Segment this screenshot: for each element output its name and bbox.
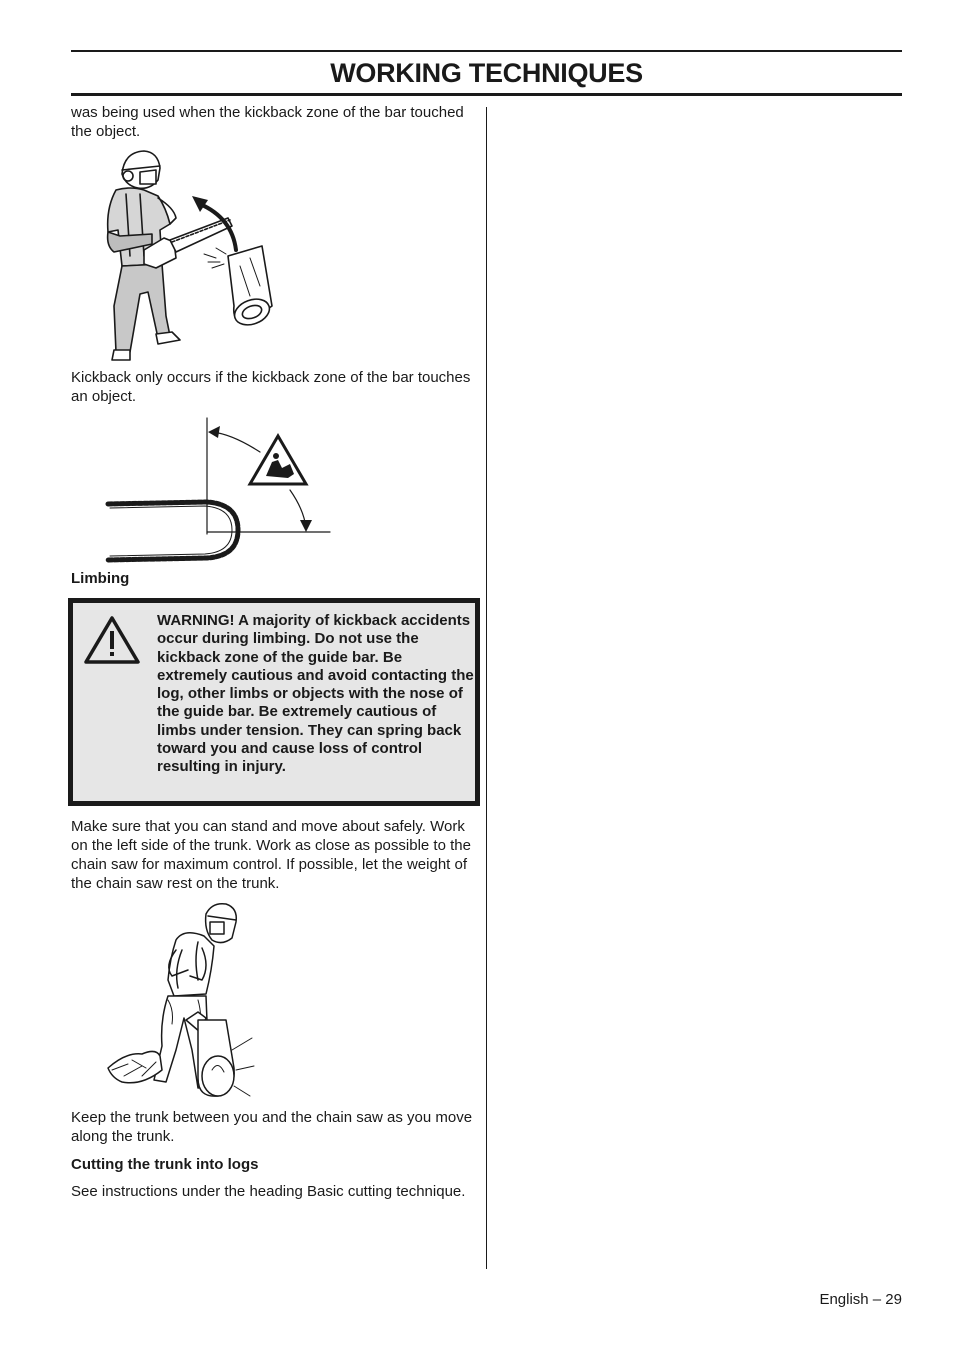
cutting-paragraph: See instructions under the heading Basic cutting technique. bbox=[71, 1183, 466, 1200]
kickback-paragraph: Kickback only occurs if the kickback zone of the bar touches an object. bbox=[71, 369, 471, 405]
column-divider bbox=[486, 107, 487, 1269]
limbing-heading: Limbing bbox=[71, 570, 130, 587]
kickback-warning-icon bbox=[250, 436, 306, 484]
warning-text: WARNING! A majority of kickback accidents occur during limbing. Do not use the kickback zone of the guide bar. Be extremely cautious and avoid contacting the log, other limbs or objects with the nose of the guide bar. Be extremely cautious of limbs under tension. They can spring back toward you and cause loss of control resulting in injury. bbox=[157, 612, 474, 776]
page-footer: English – 29 bbox=[819, 1291, 902, 1308]
cutting-heading: Cutting the trunk into logs bbox=[71, 1156, 259, 1173]
warning-box bbox=[68, 598, 480, 806]
trunk-paragraph: Keep the trunk between you and the chain saw as you move along the trunk. bbox=[71, 1109, 473, 1145]
page-title: WORKING TECHNIQUES bbox=[330, 58, 643, 88]
kickback-operator-illustration bbox=[100, 146, 290, 364]
header-bottom-rule bbox=[71, 93, 902, 96]
header-top-rule bbox=[71, 50, 902, 52]
kickback-zone-diagram bbox=[100, 412, 340, 570]
limbing-operator-illustration bbox=[102, 900, 262, 1106]
stance-paragraph: Make sure that you can stand and move about safely. Work on the left side of the trunk. Work as close as possible to the chain saw for maximum control. If possible, let the weight of the chain saw rest on the trunk. bbox=[71, 818, 471, 892]
warning-triangle-icon bbox=[83, 615, 141, 665]
intro-paragraph: was being used when the kickback zone of the bar touched the object. bbox=[71, 104, 464, 140]
